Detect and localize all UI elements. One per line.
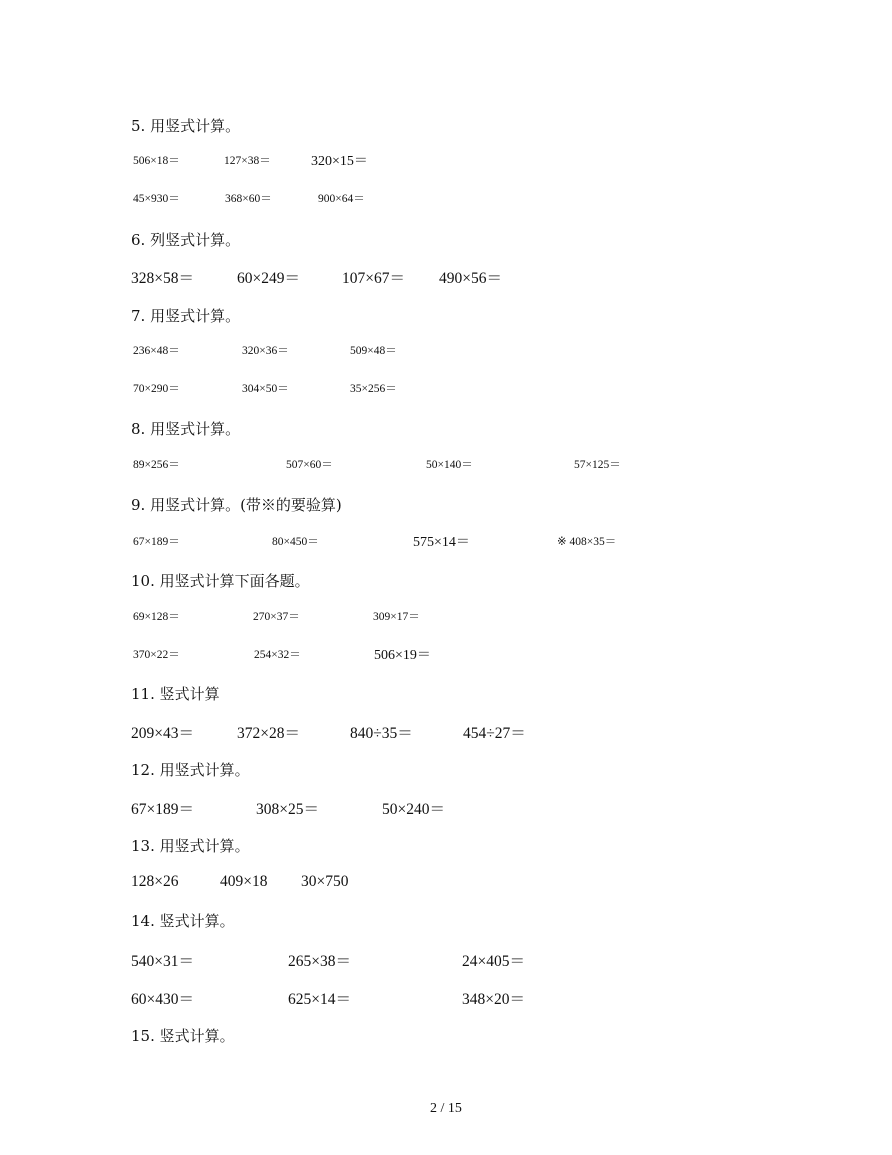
problem: 840÷35＝ [350,725,413,742]
question-title: 6. 列竖式计算。 [131,231,241,249]
problem-row [0,797,892,819]
question-title: 14. 竖式计算。 [131,912,235,930]
problem-row [0,380,892,402]
problem: 127×38＝ [224,155,271,167]
problem: 24×405＝ [462,953,525,970]
problem: 540×31＝ [131,953,194,970]
problem: 89×256＝ [133,459,180,471]
problem-row [0,646,892,668]
question-title: 9. 用竖式计算。(带※的要验算) [131,496,342,514]
problem: 107×67＝ [342,270,405,287]
question-title: 13. 用竖式计算。 [131,837,250,855]
problem: 309×17＝ [373,611,420,623]
problem: 254×32＝ [254,649,301,661]
problem: 30×750 [301,873,349,890]
problem-row [0,152,892,174]
question-title: 11. 竖式计算 [131,685,220,703]
problem: 506×18＝ [133,155,180,167]
problem-row [0,987,892,1009]
problem-row [0,533,892,555]
problem-row [0,949,892,971]
problem-row [0,266,892,288]
question-title: 8. 用竖式计算。 [131,420,241,438]
problem: 409×18 [220,873,268,890]
problem: 370×22＝ [133,649,180,661]
problem: 50×140＝ [426,459,473,471]
problem: 70×290＝ [133,383,180,395]
problem: 320×15＝ [311,154,368,169]
problem: 270×37＝ [253,611,300,623]
problem-row [0,456,892,478]
problem-row [0,721,892,743]
problem-row [0,342,892,364]
question-title: 15. 竖式计算。 [131,1027,235,1045]
problem: 67×189＝ [131,801,194,818]
problem: 265×38＝ [288,953,351,970]
problem: 60×430＝ [131,991,194,1008]
problem: 625×14＝ [288,991,351,1008]
problem: 490×56＝ [439,270,502,287]
problem: 348×20＝ [462,991,525,1008]
problem: 69×128＝ [133,611,180,623]
problem-row [0,608,892,630]
problem: 320×36＝ [242,345,289,357]
problem-row [0,190,892,212]
problem: 328×58＝ [131,270,194,287]
problem: 128×26 [131,873,179,890]
problem: 509×48＝ [350,345,397,357]
problem: 506×19＝ [374,648,431,663]
problem: 60×249＝ [237,270,300,287]
problem: 35×256＝ [350,383,397,395]
problem: 67×189＝ [133,536,180,548]
question-title: 5. 用竖式计算。 [131,117,241,135]
problem: 372×28＝ [237,725,300,742]
problem: 575×14＝ [413,535,470,550]
problem: 57×125＝ [574,459,621,471]
problem: 900×64＝ [318,193,365,205]
problem: 209×43＝ [131,725,194,742]
problem: 50×240＝ [382,801,445,818]
problem: ※ 408×35＝ [557,536,617,548]
problem: 308×25＝ [256,801,319,818]
page-number: 2 / 15 [430,1101,462,1116]
problem: 236×48＝ [133,345,180,357]
problem-row [0,873,892,895]
problem: 368×60＝ [225,193,272,205]
problem: 304×50＝ [242,383,289,395]
problem: 507×60＝ [286,459,333,471]
problem: 45×930＝ [133,193,180,205]
problem: 454÷27＝ [463,725,526,742]
question-title: 10. 用竖式计算下面各题。 [131,572,310,590]
question-title: 12. 用竖式计算。 [131,761,250,779]
problem: 80×450＝ [272,536,319,548]
question-title: 7. 用竖式计算。 [131,307,241,325]
